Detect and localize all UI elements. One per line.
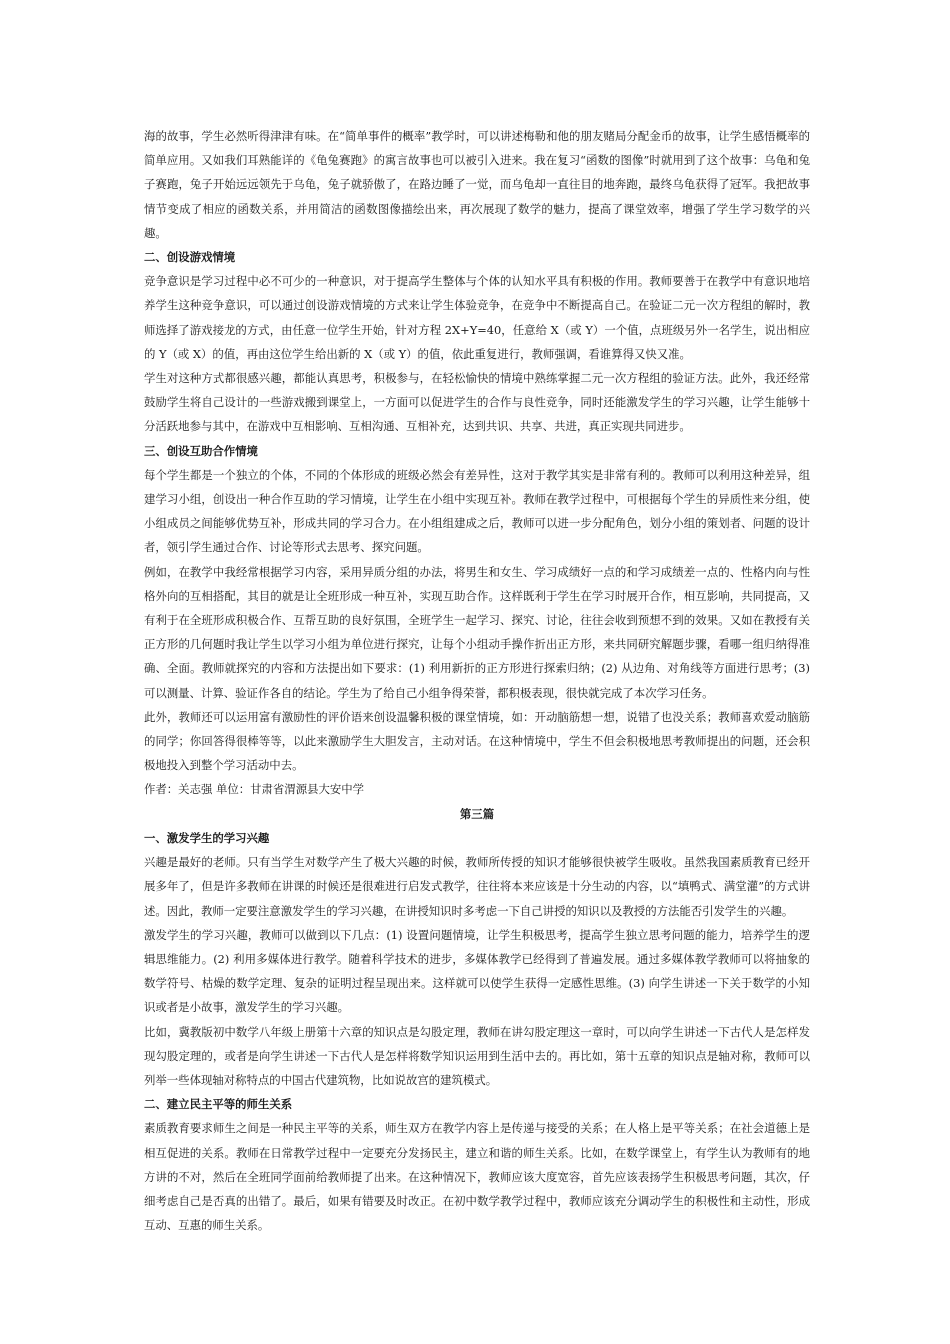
paragraph-individual-difference: 每个学生都是一个独立的个体，不同的个体形成的班级必然会有差异性，这对于教学其实是非常有利的。教师可以利用这种差异，组建学习小组，创设出一种合作互助的学习情境，让学生在小组中实现互补。教师在教学过程中，可根据每个学生的异质性来分组，使小组成员之间能够优势互补，形成共同的学习合力。在小组组建成之后，教师可以进一步分配角色，划分小组的策划者、问题的设计者，领引学生通过合作、讨论等形式去思考、探究问题。 xyxy=(144,467,810,555)
paragraph-competition: 竞争意识是学习过程中必不可少的一种意识，对于提高学生整体与个体的认知水平具有积极的作用。教师要善于在教学中有意识地培养学生这种竞争意识，可以通过创设游戏情境的方式来让学生体验竞争，在竞争中不断提高自己。在验证二元一次方程组的解时，教师选择了游戏接龙的方式，由任意一位学生开始，针对方程 2X+Y=40，任意给 X（或 Y）一个值，点班级另外一名学生，说出相应的 Y（或 X）的值，再由这位学生给出新的 X（或 Y）的值，依此重复进行，教师强调，看谁算得又快又准。 xyxy=(144,274,810,361)
paragraph-textbook-example: 比如，冀教版初中数学八年级上册第十六章的知识点是勾股定理，教师在讲勾股定理这一章时，可以向学生讲述一下古代人是怎样发现勾股定理的，或者是向学生讲述一下古代人是怎样将数学知识运用到生活中去的。再比如，第十五章的知识点是轴对称，教师可以列举一些体现轴对称特点的中国古代建筑物，比如说故宫的建筑模式。 xyxy=(144,1024,810,1087)
section-title: 第三篇 xyxy=(459,806,495,821)
heading-cooperation-situation: 三、创设互助合作情境 xyxy=(144,443,258,458)
paragraph-encouraging-language: 此外，教师还可以运用富有激励性的评价语来创设温馨积极的课堂情境，如：开动脑筋想一想，说错了也没关系；教师喜欢爱动脑筋的同学；你回答得很棒等等，以此来激励学生大胆发言，主动对话。在这种情境中，学生不但会积极地思考教师提出的问题，还会积极地投入到整个学习活动中去。 xyxy=(144,709,810,773)
heading-game-situation: 二、创设游戏情境 xyxy=(144,250,236,265)
author-line: 作者：关志强 单位：甘肃省渭源县大安中学 xyxy=(144,782,365,797)
paragraph-grouping-example: 例如，在教学中我经常根据学习内容，采用异质分组的办法，将男生和女生、学习成绩好一点的和学习成绩差一点的、性格内向与性格外向的互相搭配，其目的就是让全班形成一种互补，实现互助合作。这样既利于学生在学习时展开合作，相互影响，共同提高，又有利于在全班形成积极合作、互帮互助的良好氛围，全班学生一起学习、探究、讨论，往往会收到预想不到的效果。又如在教授有关正方形的几何题时我让学生以学习小组为单位进行探究，让每个小组动手操作折出正方形，来共同研究解题步骤，看哪一组归纳得准确、全面。教师就探究的内容和方法提出如下要求：(1) 利用新折的正方形进行探索归纳；(2) 从边角、对角线等方面进行思考；(3) 可以测量、计算、验证作各自的结论。学生为了给自己小组争得荣誉，都积极表现，很快就完成了本次学习任务。 xyxy=(144,564,810,700)
heading-democratic-relation: 二、建立民主平等的师生关系 xyxy=(144,1097,293,1112)
heading-stimulate-interest: 一、激发学生的学习兴趣 xyxy=(144,830,270,845)
document-page xyxy=(144,124,810,1237)
paragraph-story-teaching: 海的故事，学生必然听得津津有味。在“简单事件的概率”教学时，可以讲述梅勒和他的朋友赌局分配金币的故事，让学生感悟概率的简单应用。又如我们耳熟能详的《龟兔赛跑》的寓言故事也可以被引入进来。我在复习“函数的图像”时就用到了这个故事：乌龟和兔子赛跑，兔子开始远远领先于乌龟，兔子就骄傲了，在路边睡了一觉，而乌龟却一直往目的地奔跑，最终乌龟获得了冠军。我把故事情节变成了相应的函数关系，并用简洁的函数图像描绘出来，再次展现了数学的魅力，提高了课堂效率，增强了学生学习数学的兴趣。 xyxy=(144,129,810,240)
paragraph-interest-teacher: 兴趣是最好的老师。只有当学生对数学产生了极大兴趣的时候，教师所传授的知识才能够很快被学生吸收。虽然我国素质教育已经开展多年了，但是许多教师在讲课的时候还是很难进行启发式教学，往往将本来应该是十分生动的内容，以“填鸭式、满堂灌”的方式讲述。因此，教师一定要注意激发学生的学习兴趣，在讲授知识时多考虑一下自己讲授的知识以及教授的方法能否引发学生的兴趣。 xyxy=(144,855,810,918)
paragraph-game-effect: 学生对这种方式都很感兴趣，都能认真思考，积极参与，在轻松愉快的情境中熟练掌握二元一次方程组的验证方法。此外，我还经常鼓励学生将自己设计的一些游戏搬到课堂上，一方面可以促进学生的合作与良性竞争，同时还能激发学生的学习兴趣，让学生能够十分活跃地参与其中，在游戏中互相影响、互相沟通、互相补充，达到共识、共享、共进，真正实现共同进步。 xyxy=(144,371,810,434)
paragraph-equal-relation: 素质教育要求师生之间是一种民主平等的关系，师生双方在教学内容上是传递与接受的关系；在人格上是平等关系；在社会道德上是相互促进的关系。教师在日常教学过程中一定要充分发扬民主，建立和谐的师生关系。比如，在数学课堂上，有学生认为教师有的地方讲的不对，然后在全班同学面前给教师提了出来。在这种情况下，教师应该大度宽容，首先应该表扬学生积极思考问题，其次，仔细考虑自己是否真的出错了。最后，如果有错要及时改正。在初中数学教学过程中，教师应该充分调动学生的积极性和主动性，形成互动、互惠的师生关系。 xyxy=(144,1121,810,1233)
paragraph-interest-methods: 激发学生的学习兴趣，教师可以做到以下几点：(1) 设置问题情境，让学生积极思考，提高学生独立思考问题的能力，培养学生的逻辑思维能力。(2) 利用多媒体进行教学。随着科学技术的进步，多媒体教学已经得到了普遍发展。通过多媒体教学教师可以将抽象的数学符号、枯燥的数学定理、复杂的证明过程呈现出来。这样就可以使学生获得一定感性思维。(3) 向学生讲述一下关于数学的小知识或者是小故事，激发学生的学习兴趣。 xyxy=(144,927,810,1015)
